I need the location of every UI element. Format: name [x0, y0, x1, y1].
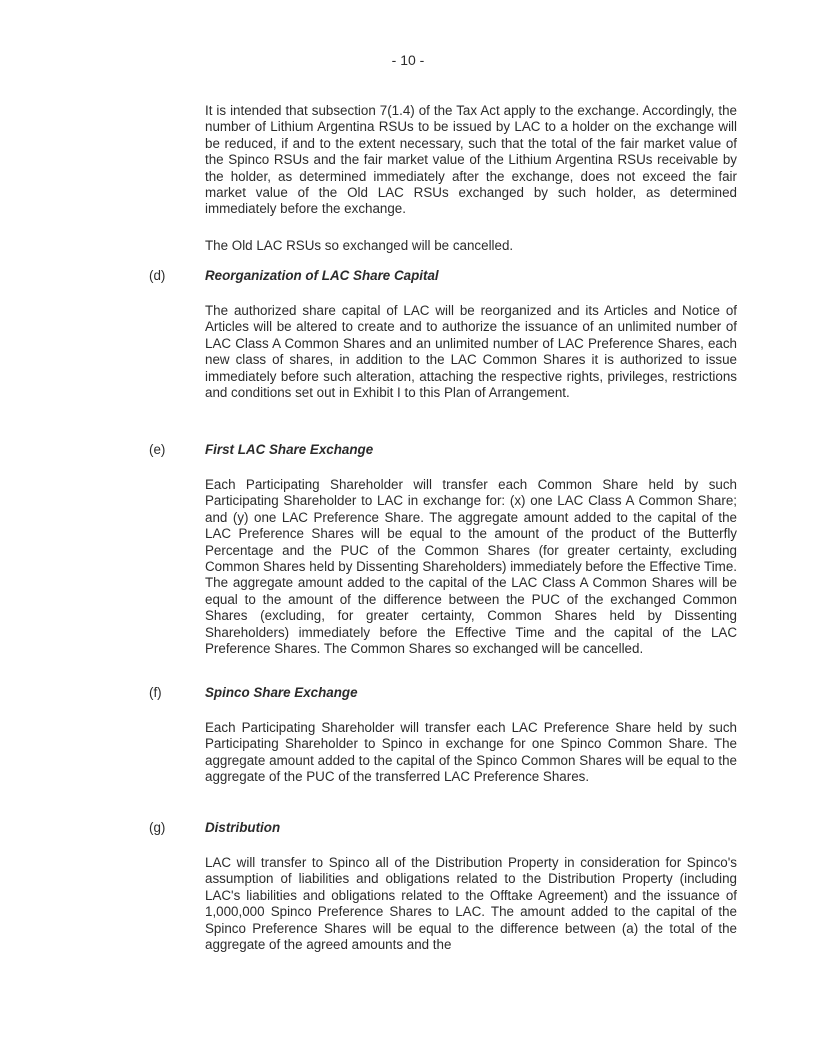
page-number: - 10 - — [391, 52, 425, 68]
section-d-label: (d) — [149, 268, 166, 283]
section-f-label: (f) — [149, 685, 162, 700]
section-e-body: Each Participating Shareholder will transfer each Common Share held by such Participating Shareholder to LAC in exchange for: (x) one LAC Class A Common Share; and (y) one LAC Preference Share. The aggregate amount added to the capital of the LAC Preference Shares will be equal to the amount of the product of the Butterfly Percentage and the PUC of the Common Shares (for greater certainty, excluding Common Shares held by Dissenting Shareholders) immediately before the Effective Time. The aggregate amount added to the capital of the LAC Class A Common Shares will be equal to the amount of the difference between the PUC of the exchanged Common Shares (excluding, for greater certainty, Common Shares held by Dissenting Shareholders) immediately before the Effective Time and the capital of the LAC Preference Shares. The Common Shares so exchanged will be cancelled. — [205, 477, 737, 657]
section-f-body: Each Participating Shareholder will transfer each LAC Preference Share held by such Participating Shareholder to Spinco in exchange for one Spinco Common Share. The aggregate amount added to the capital of the Spinco Common Shares will be equal to the aggregate of the PUC of the transferred LAC Preference Shares. — [205, 720, 737, 785]
intro-paragraph-2: The Old LAC RSUs so exchanged will be cancelled. — [205, 238, 514, 253]
section-e-label: (e) — [149, 442, 166, 457]
section-e-heading: First LAC Share Exchange — [205, 442, 374, 457]
section-g-body: LAC will transfer to Spinco all of the Distribution Property in consideration for Spinco's assumption of liabilities and obligations related to the Distribution Property (including LAC's liabilities and obligations related to the Offtake Agreement) and the issuance of 1,000,000 Spinco Preference Shares to LAC. The amount added to the capital of the Spinco Preference Shares will be equal to the difference between (a) the total of the aggregate of the agreed amounts and the — [205, 855, 737, 953]
section-g-label: (g) — [149, 820, 166, 835]
section-d-heading: Reorganization of LAC Share Capital — [205, 268, 439, 283]
section-d-body: The authorized share capital of LAC will be reorganized and its Articles and Notice of Articles will be altered to create and to authorize the issuance of an unlimited number of LAC Class A Common Shares and an unlimited number of LAC Preference Shares, each new class of shares, in addition to the LAC Common Shares it is authorized to issue immediately before such alteration, attaching the respective rights, privileges, restrictions and conditions set out in Exhibit I to this Plan of Arrangement. — [205, 303, 737, 401]
section-g-heading: Distribution — [205, 820, 281, 835]
section-f-heading: Spinco Share Exchange — [205, 685, 358, 700]
intro-paragraph-1: It is intended that subsection 7(1.4) of the Tax Act apply to the exchange. Accordingly, the number of Lithium Argentina RSUs to be issued by LAC to a holder on the exchange will be reduced, if and to the extent necessary, such that the total of the fair market value of the Spinco RSUs and the fair market value of the Lithium Argentina RSUs receivable by the holder, as determined immediately after the exchange, does not exceed the fair market value of the Old LAC RSUs exchanged by such holder, as determined immediately before the exchange. — [205, 103, 737, 217]
